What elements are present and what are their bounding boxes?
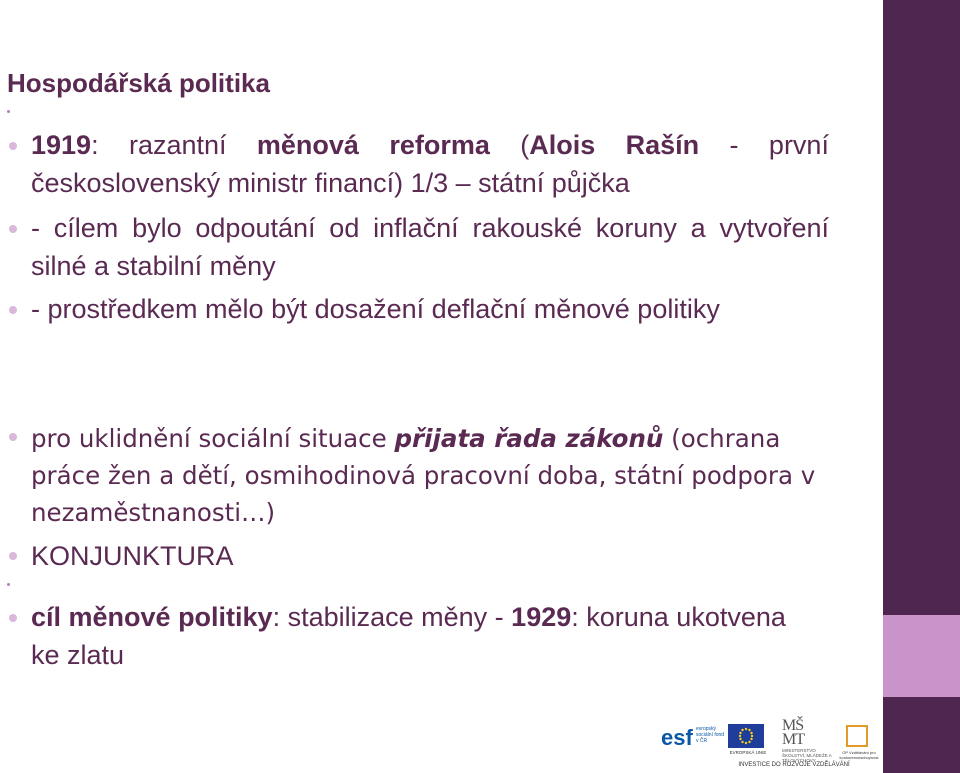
bullet-icon [9, 614, 17, 622]
year-1919: 1919 [31, 130, 92, 160]
bold-monetary-goal: cíl měnové politiky [31, 602, 273, 632]
slide-title: Hospodářská politika [7, 68, 270, 98]
bold-rasin: Alois Rašín [529, 130, 700, 160]
paragraph-reform [31, 126, 829, 202]
bold-reform: měnová reforma [256, 130, 490, 160]
text-span: : stabilizace měny - [272, 602, 512, 632]
esf-logo-text: evropský sociální fond v ČR [696, 726, 725, 744]
paragraph-social-laws [31, 420, 821, 531]
text-span: : razantní [91, 130, 257, 160]
bullet-icon [9, 142, 17, 150]
msmt-logo: MŠ MT [782, 717, 804, 748]
eu-stars-icon [728, 724, 764, 748]
text-span: (ochrana práce žen a dětí, osmihodinová pracovní doba, státní podpora v nezaměstnanosti…) [31, 424, 816, 527]
investment-caption: INVESTICE DO ROZVOJE VZDĚLÁVÁNÍ [738, 762, 850, 768]
bullet-icon [9, 225, 17, 233]
bullet-icon [9, 433, 17, 441]
op-logo-icon [846, 725, 868, 747]
empty-bullet-icon [7, 110, 10, 113]
op-logo-text: OP Vzdělávání pro konkurenceschopnost [839, 750, 879, 760]
sidebar-decoration-accent [883, 615, 960, 697]
text-span: ( [489, 130, 530, 160]
text-span: : koruna ukotvena ke zlatu [31, 602, 786, 670]
paragraph-monetary-goal [31, 598, 791, 674]
sidebar-decoration-top [883, 0, 960, 615]
year-1929: 1929 [511, 602, 572, 632]
empty-bullet-icon [7, 583, 10, 586]
msmt-logo-text: MINISTERSTVO ŠKOLSTVÍ, MLÁDEŽE A TĚLOVÝCHOVY [782, 748, 832, 763]
text-span: - první československý ministr financí) 1/3 – státní půjčka [31, 130, 829, 198]
paragraph-goal: - cílem bylo odpoutání od inflační rakouské koruny a vytvoření silné a stabilní měny [31, 213, 829, 281]
paragraph-means: - prostředkem mělo být dosažení deflační měnové politiky [31, 294, 720, 324]
eu-flag-icon [728, 724, 764, 748]
paragraph-konjunktura: KONJUNKTURA [31, 541, 234, 571]
eu-label: EVROPSKÁ UNIE [729, 750, 767, 755]
bullet-icon [9, 552, 17, 560]
funding-logos [658, 717, 880, 773]
text-span: pro uklidnění sociální situace [31, 424, 395, 453]
bold-italic-laws: přijata řada zákonů [394, 424, 664, 453]
sidebar-decoration-bottom [883, 697, 960, 773]
bullet-icon [9, 306, 17, 314]
esf-logo: esf [661, 725, 693, 750]
